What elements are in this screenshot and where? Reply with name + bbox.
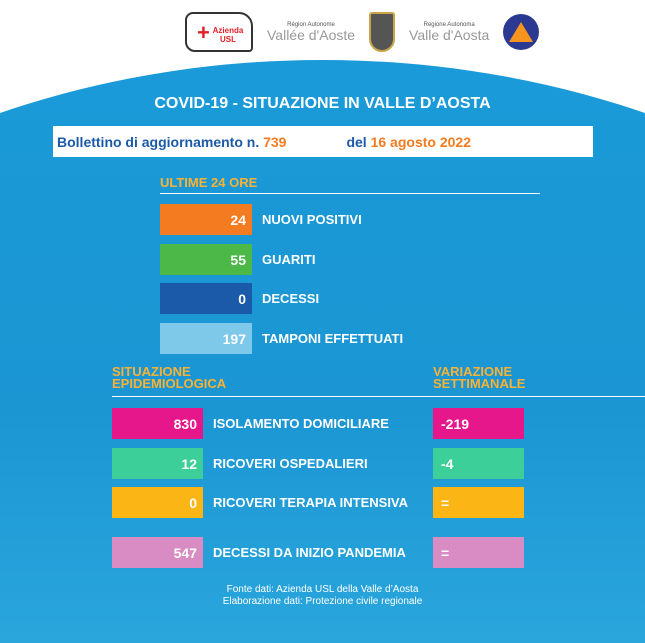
last24-value-box [160, 323, 252, 354]
epi-value-box [112, 448, 203, 479]
last24-heading: ULTIME 24 ORE [160, 175, 258, 190]
last24-label: TAMPONI EFFETTUATI [262, 331, 404, 346]
epi-heading-2: EPIDEMIOLOGICA [112, 376, 227, 391]
epi-heading-1: SITUAZIONE [112, 364, 191, 379]
bulletin-label: Bollettino di aggiornamento n. [57, 133, 260, 150]
footer-elaboration: Elaborazione dati: Protezione civile regionale [222, 596, 423, 607]
variation: = [441, 544, 450, 561]
epi-label: RICOVERI TERAPIA INTENSIVA [213, 495, 409, 510]
value: 55 [230, 251, 246, 268]
last24-value-box [160, 244, 252, 275]
var-heading-2: SETTIMANALE [433, 376, 526, 391]
divider [112, 396, 645, 397]
footer [0, 584, 645, 608]
logos [185, 12, 539, 52]
bulletin-date: 16 agosto 2022 [370, 133, 471, 150]
value: 0 [189, 494, 197, 511]
value: 197 [222, 330, 246, 347]
bulletin-del: del [346, 133, 367, 150]
variation: -4 [441, 455, 454, 472]
value: 0 [238, 290, 246, 307]
coat-of-arms-icon [369, 12, 395, 52]
last24-label: GUARITI [262, 252, 316, 267]
epi-label: ISOLAMENTO DOMICILIARE [213, 416, 389, 431]
variation: -219 [441, 415, 470, 432]
var-heading-1: VARIAZIONE [433, 364, 513, 379]
epi-value-box [112, 537, 203, 568]
vallee-daoste-logo [267, 22, 355, 42]
divider [160, 193, 540, 194]
variation-box [433, 537, 524, 568]
epi-value-box [112, 408, 203, 439]
epi-heading [112, 366, 226, 390]
azienda-usl-logo: + Azienda USL [185, 12, 253, 52]
footer-source: Fonte dati: Azienda USL della Valle d’Aosta [226, 584, 419, 595]
last24-label: DECESSI [262, 291, 320, 306]
protezione-civile-icon [503, 14, 539, 50]
variation-box [433, 408, 524, 439]
last24-label: NUOVI POSITIVI [262, 212, 362, 227]
epi-value-box [112, 487, 203, 518]
logo-small: Région Autonome [287, 22, 335, 28]
bulletin-number: 739 [263, 133, 287, 150]
variation-box [433, 448, 524, 479]
value: 12 [181, 455, 197, 472]
logo-small: Regione Autonoma [423, 22, 475, 28]
logo-text: Vallée d'Aoste [267, 27, 356, 43]
bulletin-bar [53, 126, 593, 157]
value: 24 [230, 211, 246, 228]
variation-heading [433, 366, 525, 390]
variation: = [441, 494, 450, 511]
last24-value-box [160, 204, 252, 235]
logo-text: Valle d'Aosta [409, 27, 490, 43]
value: 547 [173, 544, 197, 561]
epi-label: RICOVERI OSPEDALIERI [213, 456, 368, 471]
value: 830 [173, 415, 197, 432]
valle-daosta-logo [409, 22, 489, 42]
epi-label: DECESSI DA INIZIO PANDEMIA [213, 545, 406, 560]
page-title: COVID-19 - SITUAZIONE IN VALLE D’AOSTA [154, 95, 491, 112]
last24-value-box [160, 283, 252, 314]
usl-text: Azienda USL [212, 26, 244, 44]
variation-box [433, 487, 524, 518]
